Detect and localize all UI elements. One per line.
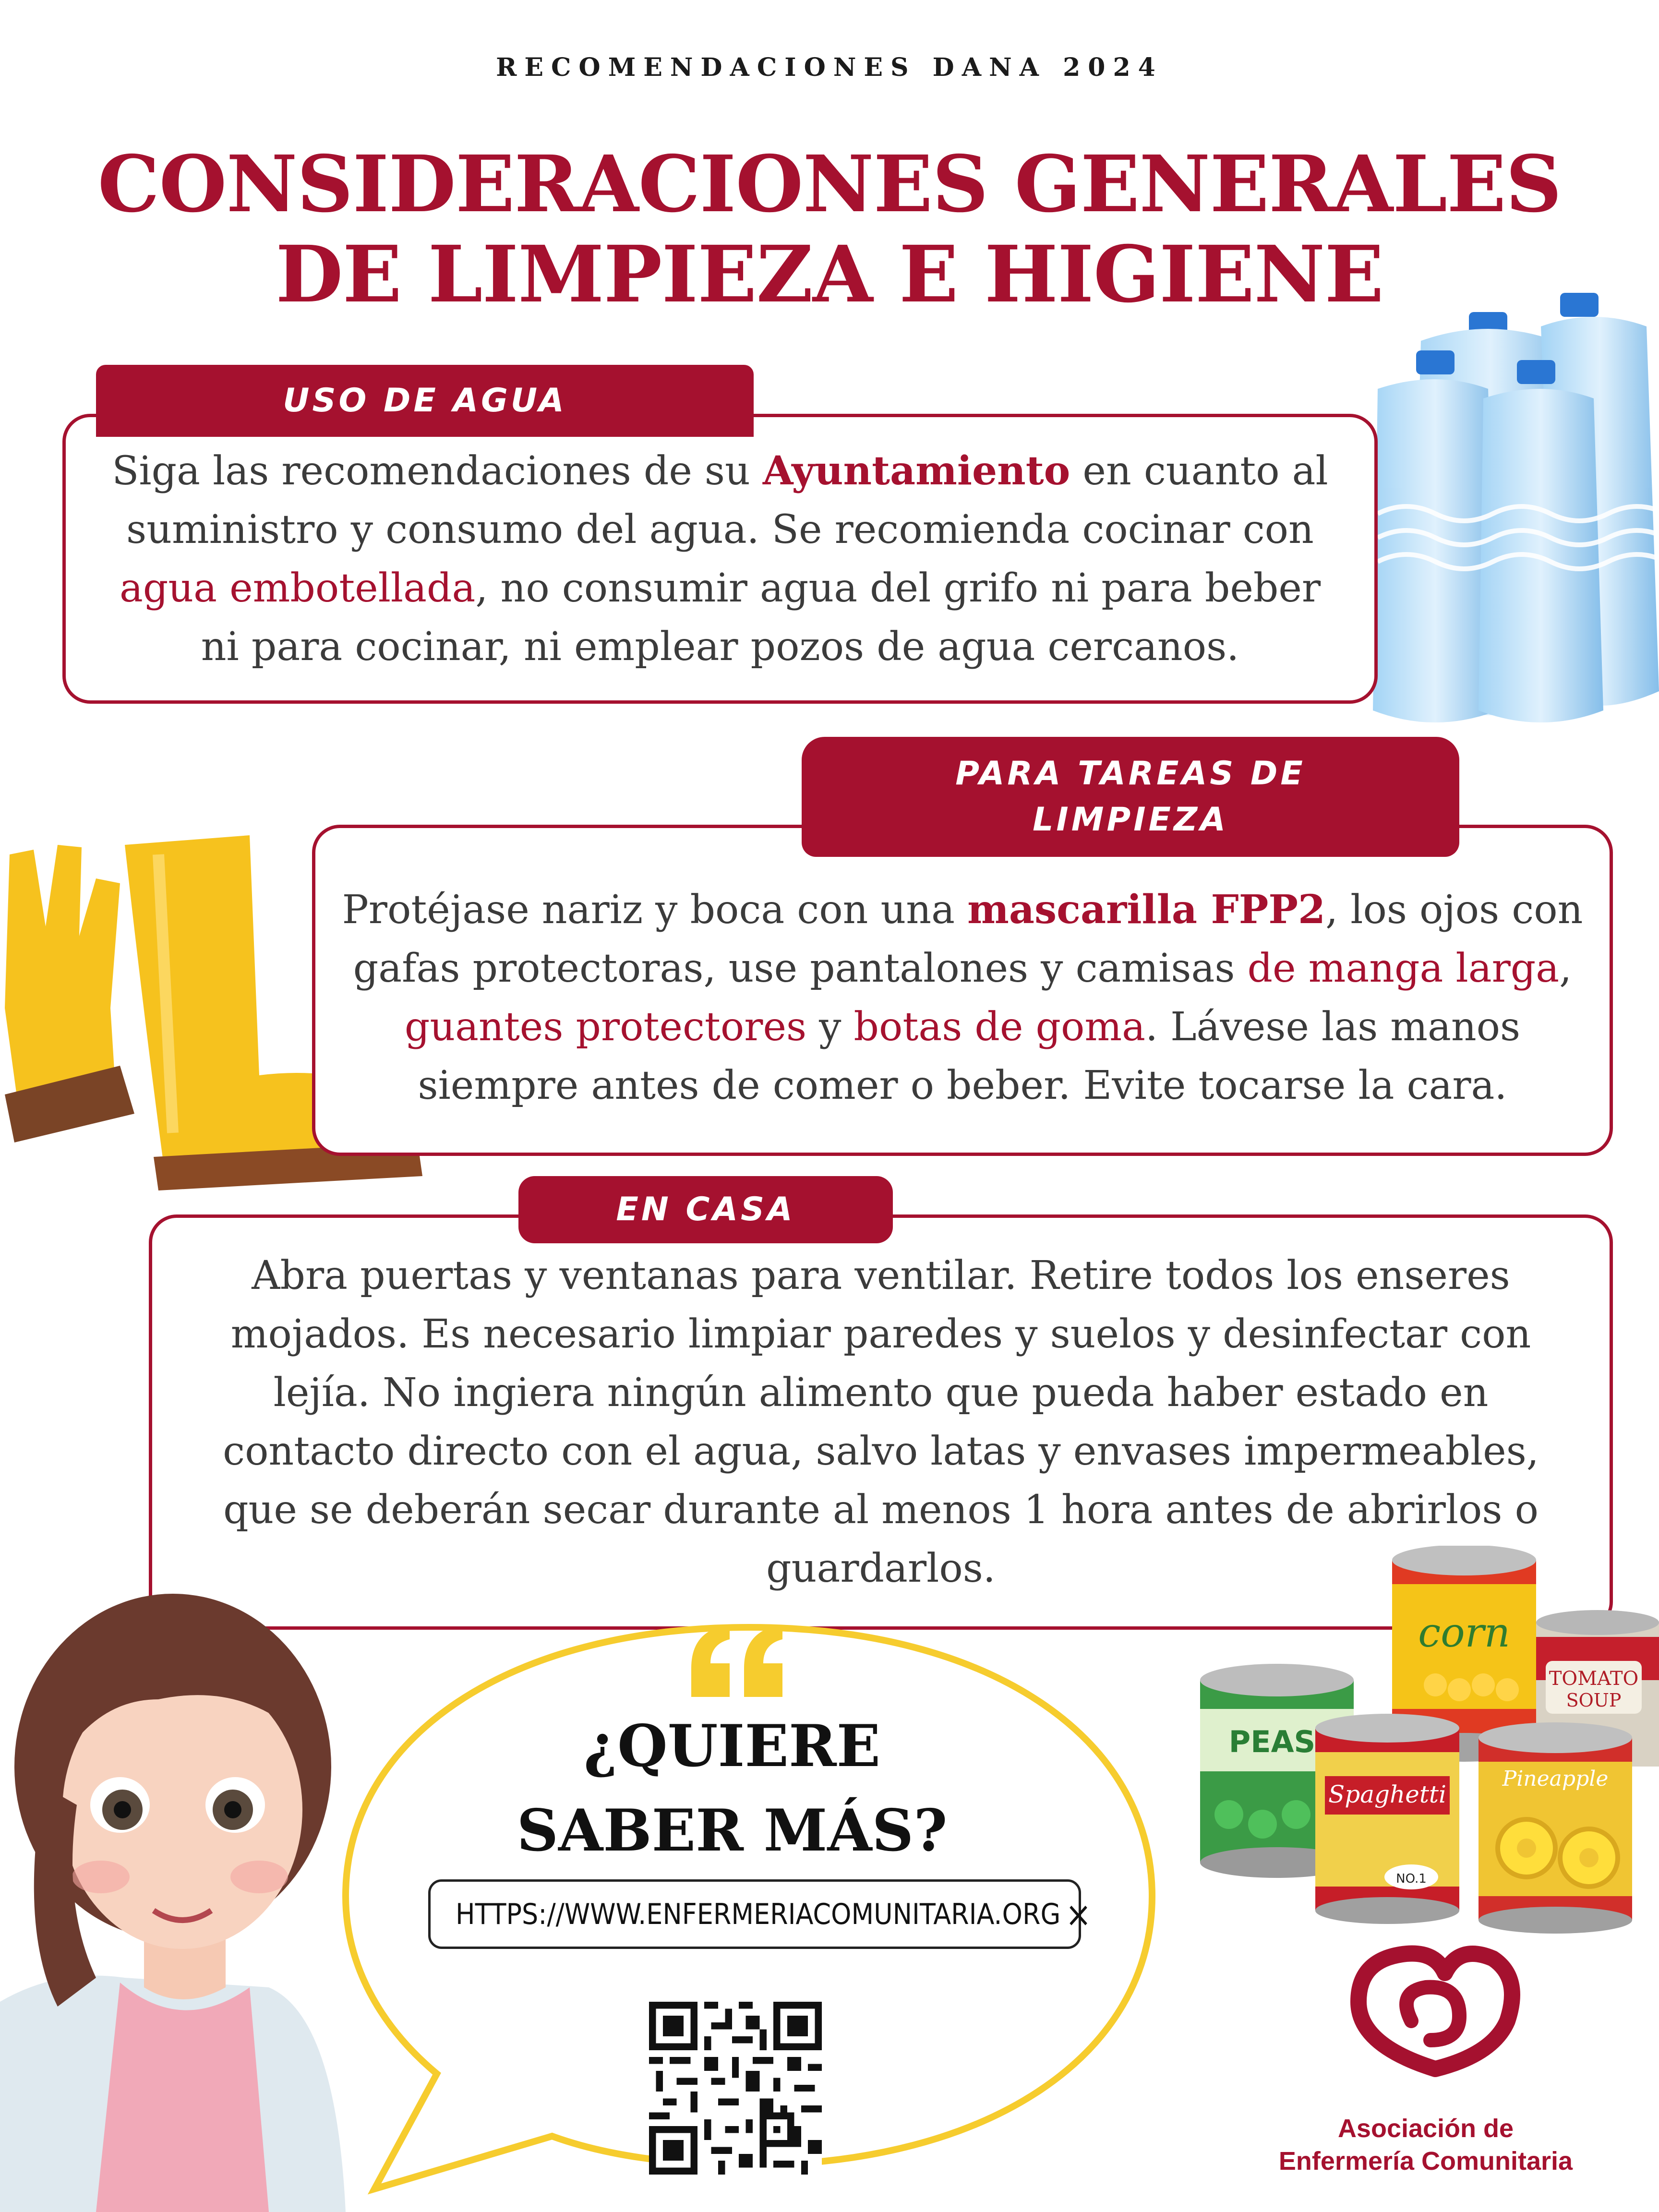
cta-question-line-1: ¿QUIERE [583,1712,881,1780]
cta-question-line-2: SABER MÁS? [517,1797,948,1864]
water-text-2: en cuanto al suministro y consumo del agua. Se recomienda cocinar con [126,448,1328,553]
tab-uso-de-agua: USO DE AGUA [96,365,754,437]
cleaning-highlight-gloves: guantes protectores [404,1004,807,1050]
organization-name-line-1: Asociación de [1337,2114,1514,2143]
cleaning-highlight-long-sleeve: de manga larga [1247,945,1560,991]
water-highlight-ayuntamiento: Ayuntamiento [762,447,1070,494]
can-peas-label: PEAS [1228,1724,1316,1759]
cleaning-highlight-boots: botas de goma [854,1004,1145,1050]
url-text[interactable]: HTTPS://WWW.ENFERMERIACOMUNITARIA.ORG [456,1897,1061,1931]
cleaning-text-4: y [806,1004,854,1050]
can-tomato-label: TOMATO [1549,1668,1639,1690]
can-pineapple-label: Pineapple [1502,1767,1609,1791]
close-icon[interactable]: × [1065,1894,1092,1935]
at-home-text: Abra puertas y ventanas para ventilar. Retire todos los enseres mojados. Es necesario limpiar paredes y suelos y desinfectar con lejía. No ingiera ningún alimento que pueda haber estado en contacto directo con el agua, salvo latas y envases impermeables, que se deberán secar durante al menos 1 hora antes de abrirlos o guardarlos. [223,1252,1539,1591]
cleaning-highlight-mask: mascarilla FPP2 [967,886,1326,933]
cleaning-text-5: . Lávese las manos siempre antes de comer o beber. Evite tocarse la cara. [418,1004,1521,1108]
water-usage-text [96,442,1344,676]
can-spaghetti-label: Spaghetti [1328,1780,1447,1808]
tab-limpieza-line-2: LIMPIEZA [1033,801,1228,839]
can-soup-label: SOUP [1566,1690,1622,1711]
cleaning-text-1: Protéjase nariz y boca con una [342,887,968,933]
can-no1-label: NO.1 [1396,1872,1427,1886]
cleaning-text-3: , [1559,945,1572,991]
water-usage-box [62,414,1378,704]
cleaning-tasks-text [334,866,1591,1115]
water-bottles-illustration [1368,288,1659,730]
organization-name [1210,2112,1642,2177]
quote-marks-icon [686,1620,792,1702]
qr-code[interactable] [649,2002,822,2175]
url-search-bar[interactable] [428,1879,1092,1949]
nurse-character-illustration [0,1498,365,2212]
water-highlight-bottled: agua embotellada [119,565,476,611]
kicker: RECOMENDACIONES DANA 2024 [496,53,1163,82]
tab-tareas-de-limpieza [802,737,1459,857]
can-corn-label: corn [1418,1609,1510,1656]
organization-name-line-2: Enfermería Comunitaria [1278,2147,1573,2176]
canned-food-illustration [1200,1546,1659,1939]
water-text-3: , no consumir agua del grifo ni para beber ni para cocinar, ni emplear pozos de agua cercanos. [201,565,1321,670]
tab-en-casa: EN CASA [518,1176,893,1243]
cta-question [432,1704,1032,1873]
title-line-1: CONSIDERACIONES GENERALES [97,139,1562,230]
water-text-1: Siga las recomendaciones de su [112,448,763,494]
cleaning-tasks-box [312,825,1613,1156]
cleaning-text-2: , los ojos con gafas protectoras, use pantalones y camisas [353,887,1583,991]
tab-limpieza-line-1: PARA TAREAS DE [955,755,1306,793]
title-line-2: DE LIMPIEZA E HIGIENE [276,229,1383,320]
organization-logo [1339,1939,1531,2083]
